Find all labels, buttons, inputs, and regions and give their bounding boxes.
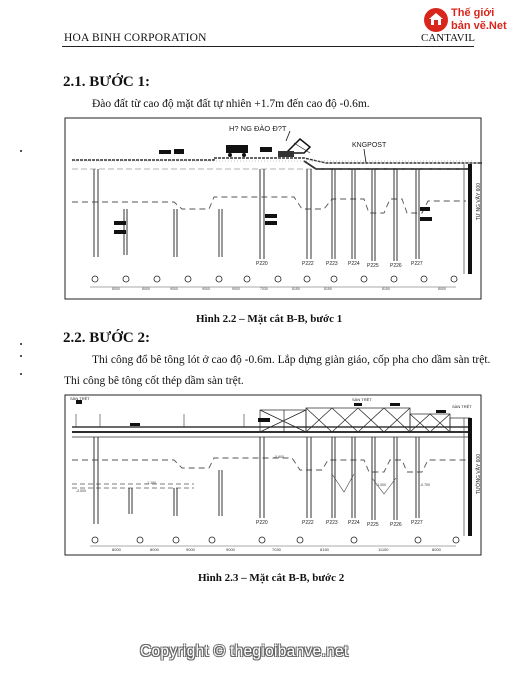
svg-text:9000: 9000	[226, 547, 235, 552]
svg-text:-0.600: -0.600	[274, 455, 284, 459]
logo-text-line1: Thế giới	[451, 7, 495, 19]
section2-drawing	[64, 394, 482, 556]
svg-text:8150: 8150	[292, 287, 300, 291]
svg-text:8150: 8150	[324, 287, 332, 291]
svg-text:8150: 8150	[320, 547, 329, 552]
svg-text:8000: 8000	[432, 547, 441, 552]
svg-text:P220: P220	[256, 520, 268, 526]
svg-text:8000: 8000	[112, 547, 121, 552]
svg-text:P222: P222	[302, 520, 314, 526]
svg-text:8150: 8150	[382, 287, 390, 291]
label-kingpost: KNGPOST	[352, 142, 387, 149]
svg-text:-2.000: -2.000	[76, 489, 86, 493]
section1-heading: 2.1. BƯỚC 1:	[63, 74, 150, 90]
svg-text:P225: P225	[367, 522, 379, 528]
svg-text:9000: 9000	[186, 547, 195, 552]
svg-text:9000: 9000	[232, 287, 240, 291]
margin-mark	[20, 343, 22, 345]
svg-text:-0.700: -0.700	[420, 483, 430, 487]
section2-heading: 2.2. BƯỚC 2:	[63, 330, 150, 346]
svg-text:P225: P225	[367, 263, 379, 269]
svg-text:P222: P222	[302, 261, 314, 267]
svg-text:P223: P223	[326, 520, 338, 526]
svg-text:8000: 8000	[112, 287, 120, 291]
section1-drawing	[64, 117, 482, 300]
label-san-tret-right: SÀN TRỆT	[452, 404, 472, 409]
svg-text:11150: 11150	[378, 547, 389, 552]
section1-text: Đào đất từ cao độ mặt đất tự nhiên +1.7m đến cao độ -0.6m.	[92, 98, 370, 110]
figure-caption-1: Hình 2.2 – Mặt cắt B-B, bước 1	[196, 313, 343, 325]
header-rule	[62, 46, 474, 47]
svg-text:7030: 7030	[260, 287, 268, 291]
site-logo[interactable]	[424, 6, 508, 40]
svg-text:P224: P224	[348, 261, 360, 267]
svg-text:8000: 8000	[150, 547, 159, 552]
retaining-wall	[468, 164, 472, 274]
svg-text:9000: 9000	[202, 287, 210, 291]
label-san-tret-mid: SÀN TRỆT	[352, 397, 372, 402]
svg-text:7030: 7030	[272, 547, 281, 552]
svg-text:8000: 8000	[438, 287, 446, 291]
svg-text:P223: P223	[326, 261, 338, 267]
margin-mark	[20, 373, 22, 375]
label-san-tret-left: SÀN TRỆT	[70, 396, 90, 401]
label-side: TƯ NG VÂY 600	[476, 183, 482, 221]
section2-text-line1: Thi công đổ bê tông lót ở cao độ -0.6m. Lắp dựng giàn giáo, cốp pha cho dầm sàn trệt.	[92, 354, 491, 366]
svg-text:-1.100: -1.100	[146, 481, 156, 485]
copyright-watermark: Copyright © thegioibanve.net	[140, 643, 349, 660]
section2-text-line2: Thi công bê tông cốt thép dầm sàn trệt.	[64, 375, 244, 387]
figure-caption-2: Hình 2.3 – Mặt cắt B-B, bước 2	[198, 572, 345, 584]
house-icon	[429, 13, 443, 25]
svg-text:-1.000: -1.000	[376, 483, 386, 487]
company-name: HOA BINH CORPORATION	[64, 32, 207, 44]
label-side: TƯỜNG VÂY 600	[476, 454, 482, 495]
logo-text-line2: bản vẽ.Net	[451, 20, 507, 32]
svg-text:P227: P227	[411, 261, 423, 267]
svg-text:8000: 8000	[142, 287, 150, 291]
retaining-wall	[468, 418, 472, 536]
label-top: H? NG ĐÀO Đ?T	[229, 124, 287, 133]
svg-text:P226: P226	[390, 522, 402, 528]
svg-text:P224: P224	[348, 520, 360, 526]
margin-mark	[20, 150, 22, 152]
margin-mark	[20, 355, 22, 357]
svg-text:9000: 9000	[170, 287, 178, 291]
svg-text:P227: P227	[411, 520, 423, 526]
svg-text:P220: P220	[256, 261, 268, 267]
project-name: CANTAVIL	[421, 32, 475, 44]
svg-text:P226: P226	[390, 263, 402, 269]
